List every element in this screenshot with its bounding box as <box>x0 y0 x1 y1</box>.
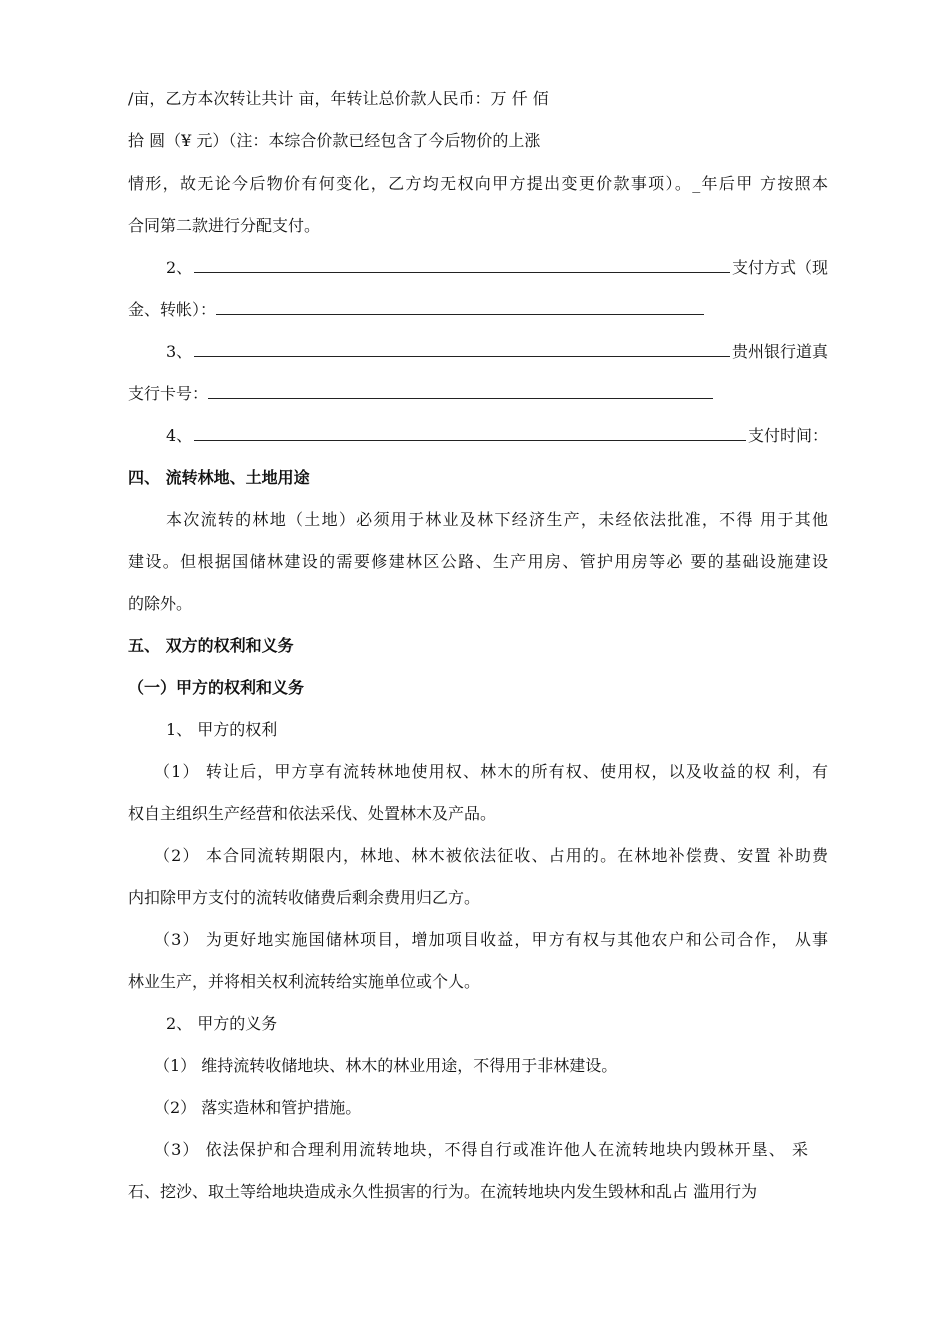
item-number: 4、 <box>166 426 193 445</box>
item-number: 3、 <box>166 342 193 361</box>
payment-field-row <box>128 341 828 363</box>
paragraph-line: /亩，乙方本次转让共计 亩，年转让总价款人民币：万 仟 佰 <box>128 89 549 108</box>
paragraph-line: （3） 依法保护和合理利用流转地块，不得自行或准许他人在流转地块内毁林开垦、 采 <box>154 1140 808 1159</box>
field-label: 金、转帐）： <box>128 300 217 319</box>
payment-field-row <box>128 383 713 405</box>
subsection-heading: 1、 甲方的权利 <box>166 720 278 739</box>
paragraph-line: 权自主组织生产经营和依法采伐、处置林木及产品。 <box>128 804 497 823</box>
payment-field-row <box>128 425 828 447</box>
field-label: 支行卡号： <box>128 384 209 403</box>
paragraph-line: 本次流转的林地（土地）必须用于林业及林下经济生产，未经依法批准，不得 用于其他 <box>166 510 828 529</box>
paragraph-line: （3） 为更好地实施国储林项目，增加项目收益，甲方有权与其他农户和公司合作， 从事 <box>154 930 828 949</box>
subsection-heading: （一）甲方的权利和义务 <box>128 678 305 697</box>
field-label: 支付方式（现 <box>731 258 828 277</box>
item-number: 2、 <box>166 258 193 277</box>
paragraph-line: （1） 转让后，甲方享有流转林地使用权、林木的所有权、使用权，以及收益的权 利，有 <box>154 762 828 781</box>
paragraph-line: 情形，故无论今后物价有何变化，乙方均无权向甲方提出变更价款事项）。_年后甲 方按照本 <box>128 174 828 193</box>
blank-underline <box>216 300 704 315</box>
paragraph-line: （2） 本合同流转期限内，林地、林木被依法征收、占用的。在林地补偿费、安置 补助费 <box>154 846 828 865</box>
paragraph-line: 合同第二款进行分配支付。 <box>128 216 321 235</box>
section-heading: 四、 流转林地、土地用途 <box>128 468 310 487</box>
paragraph-line: （2） 落实造林和管护措施。 <box>154 1098 362 1117</box>
paragraph-line: 林业生产，并将相关权利流转给实施单位或个人。 <box>128 972 481 991</box>
payment-field-row <box>128 299 704 321</box>
paragraph-line: 内扣除甲方支付的流转收储费后剩余费用归乙方。 <box>128 888 481 907</box>
blank-underline <box>208 384 713 399</box>
blank-underline <box>194 341 730 357</box>
section-heading: 五、 双方的权利和义务 <box>128 636 294 655</box>
field-label: 支付时间： <box>747 426 828 445</box>
paragraph-line: 建设。但根据国储林建设的需要修建林区公路、生产用房、管护用房等必 要的基础设施建设 <box>128 552 828 571</box>
paragraph-line: （1） 维持流转收储地块、林木的林业用途，不得用于非林建设。 <box>154 1056 618 1075</box>
subsection-heading: 2、 甲方的义务 <box>166 1014 278 1033</box>
field-label: 贵州银行道真 <box>731 342 828 361</box>
paragraph-line: 的除外。 <box>128 594 193 613</box>
paragraph-line: 石、挖沙、取土等给地块造成永久性损害的行为。在流转地块内发生毁林和乱占 滥用行为 <box>128 1182 758 1201</box>
blank-underline <box>194 425 746 441</box>
paragraph-line: 拾 圆（¥ 元）（注：本综合价款已经包含了今后物价的上涨 <box>128 131 541 150</box>
blank-underline <box>194 257 730 273</box>
payment-field-row <box>128 257 828 279</box>
